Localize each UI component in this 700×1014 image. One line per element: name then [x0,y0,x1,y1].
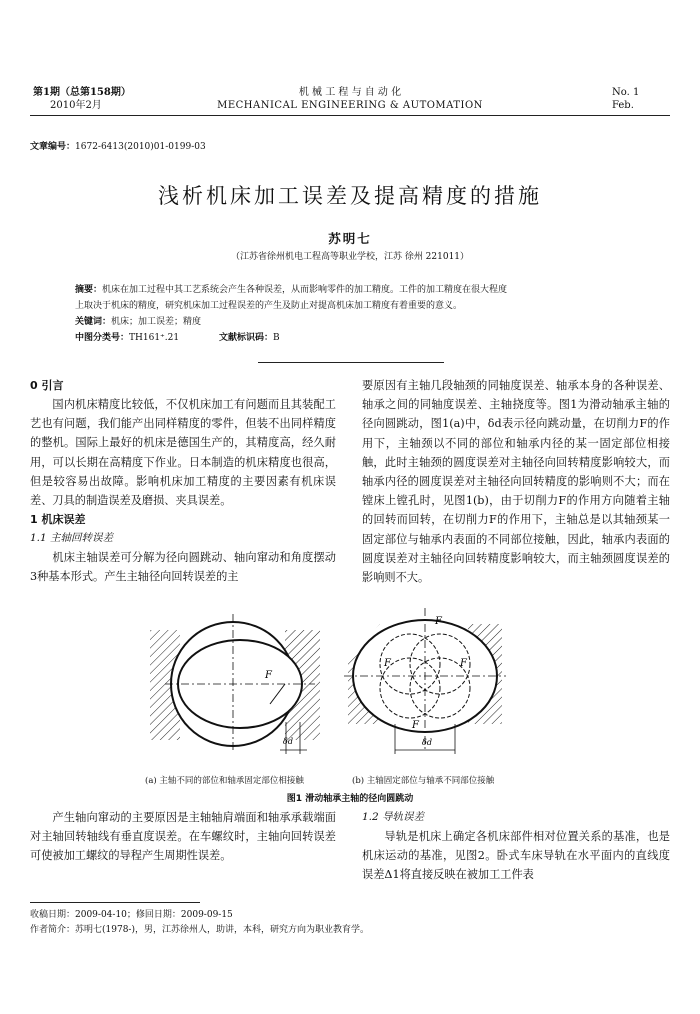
figure-1b-caption: (b) 主轴固定部位与轴承不同部位接触 [352,776,495,786]
footnote-rule [30,902,200,903]
article-number-value: 1672-6413(2010)01-0199-03 [75,142,206,152]
left-column-lower [30,808,336,866]
article-number [30,139,206,152]
affiliation: （江苏省徐州机电工程高等职业学校，江苏 徐州 221011） [230,252,470,262]
section-0-heading: 0 引言 [30,379,64,392]
abstract-label: 摘要： [75,285,103,295]
issue-month-en: Feb. [612,100,634,111]
axial-runout-paragraph: 产生轴向窜动的主要原因是主轴轴肩端面和轴承承载端面对主轴回转轴线有垂直度误差。在车螺纹时，主轴向回转误差可使被加工螺纹的导程产生周期性误差。 [30,811,336,863]
intro-paragraph: 国内机床精度比较低，不仅机床加工有问题而且其装配工艺也有问题，我们能产出同样精度的零件，但装不出同样精度的整机。国际上最好的机床是德国生产的，其精度高，经久耐用，可以长期在高精度下作业。日本制造的机床精度也很高，但是较容易出故障。影响机床加工精度的主要因素有机床误差、刀具的制造误差及磨损、夹具误差。 [30,398,336,508]
guideway-paragraph: 导轨是机床上确定各机床部件相对位置关系的基准，也是机床运动的基准，见图2。卧式车床导轨在水平面内的直线度误差Δ1将直接反映在被加工工件表 [362,830,670,882]
left-column [30,376,336,587]
delta-label-a: δd [283,737,293,746]
journal-name-cn: 机 械 工 程 与 自 动 化 [298,87,402,98]
issue-number: 第1期（总第158期） [33,87,131,98]
abstract-line-1: 机床在加工过程中其工艺系统会产生各种误差，从而影响零件的加工精度。工件的加工精度在很大程度 [102,285,508,295]
spindle-error-paragraph: 机床主轴误差可分解为径向圆跳动、轴向窜动和角度摆动3种基本形式。产生主轴径向回转误差的主 [30,551,336,584]
issue-date: 2010年2月 [50,100,102,111]
article-number-label: 文章编号： [30,142,76,152]
force-label-b1: F [384,658,391,669]
figure-1a [135,612,335,767]
header-rule [30,115,670,116]
section-1-heading: 1 机床误差 [30,513,86,527]
force-label-b2: F [460,658,467,669]
issue-no-en: No. 1 [612,87,640,98]
keywords-value: 机床；加工误差；精度 [111,317,202,327]
force-label-b3: F [435,616,442,627]
subsection-1-1-heading: 1.1 主轴回转误差 [30,532,114,545]
right-column [362,376,670,587]
clc-label: 中图分类号： [75,333,130,343]
figure-1-title: 图1 滑动轴承主轴的径向圆跳动 [286,794,414,804]
journal-name-en: MECHANICAL ENGINEERING & AUTOMATION [217,100,483,111]
delta-label-b: δd [422,738,432,747]
force-label-a: F [265,670,272,681]
figure-1a-caption: (a) 主轴不同的部位和轴承固定部位相接触 [145,776,304,786]
subsection-1-2-heading: 1.2 导轨误差 [362,811,425,823]
abstract-rule [258,362,444,363]
doc-code-value: B [273,333,280,343]
spindle-cause-paragraph: 要原因有主轴几段轴颈的同轴度误差、轴承本身的各种误差、轴承之间的同轴度误差、主轴挠度等。图1为滑动轴承主轴的径向圆跳动，图1(a)中，δd表示径向跳动量，在切削力F的作用下，主轴颈以不同的部位和轴承内径的某一固定部位相接触，此时主轴颈的圆度误差对主轴径向回转精度影响较大，而轴承内径的圆度误差对主轴径向回转精度的影响则不大；而在镗床上镗孔时，见图1(b)，由于切削力F的作用方向随着主轴的回转而回转，在切削力F的作用下，主轴总是以其轴颈某一固定部位与轴承内表面的不同部位接触，因此，轴承内表面的圆度误差对主轴径向回转精度影响较大，而主轴颈圆度误差的影响则不大。 [362,379,670,585]
figure-1b [340,604,510,769]
right-column-lower [362,808,670,885]
author-name: 苏明七 [328,231,372,246]
clc-value: TH161⁺.21 [129,333,180,343]
force-label-b4: F [412,720,419,731]
received-date: 收稿日期：2009-04-10；修回日期：2009-09-15 [30,910,233,920]
abstract [75,282,635,346]
keywords-label: 关键词： [75,317,112,327]
paper-title: 浅析机床加工误差及提高精度的措施 [158,184,542,208]
doc-code-label: 文献标识码： [219,333,274,343]
abstract-line-2: 上取决于机床的精度，研究机床加工过程误差的产生及防止对提高机床加工精度有着重要的意义。 [75,301,463,311]
author-bio: 作者简介：苏明七(1978-)，男，江苏徐州人，助讲，本科，研究方向为职业教育学。 [30,925,369,935]
